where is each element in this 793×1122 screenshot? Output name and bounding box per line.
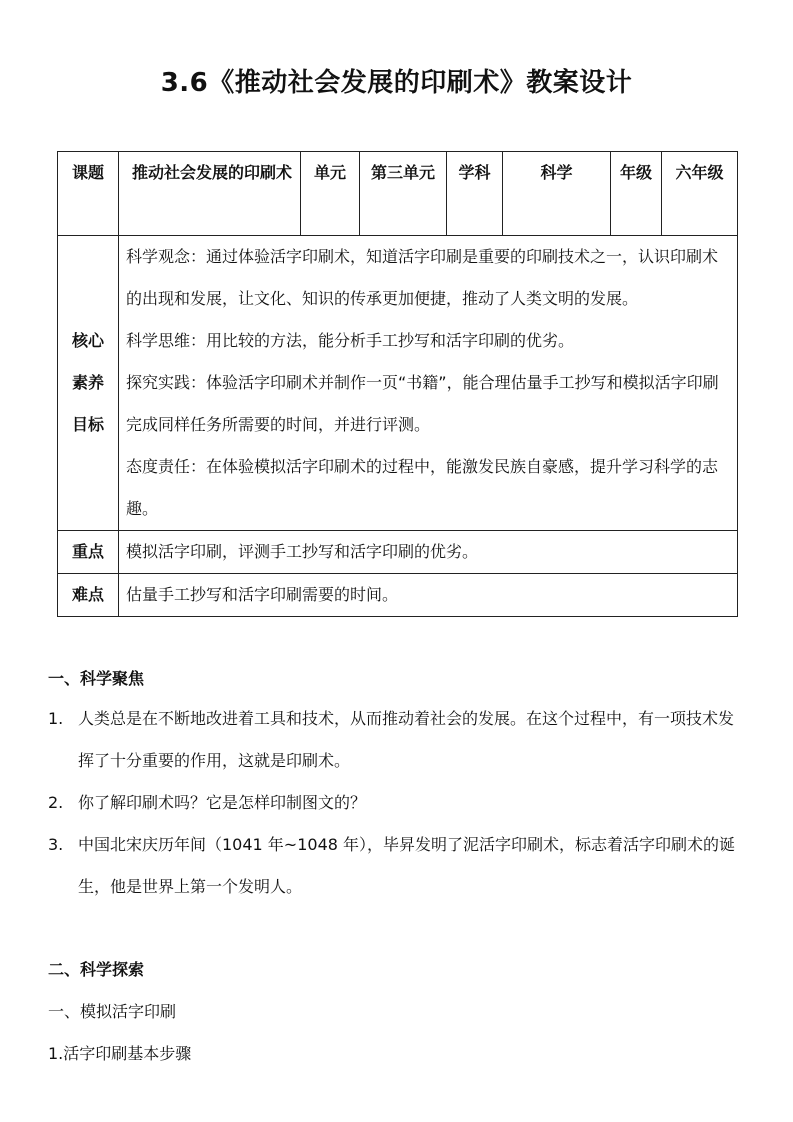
list-item-text: 你了解印刷术吗？它是怎样印制图文的？ xyxy=(78,793,367,812)
core-goals-label xyxy=(58,236,119,531)
lesson-info-table xyxy=(57,151,738,617)
core-goal-practice: 探究实践：体验活字印刷术并制作一页“书籍”，能合理估量手工抄写和模拟活字印刷完成同样任务所需要的时间，并进行评测。 xyxy=(126,373,719,434)
list-item-number: 1. xyxy=(48,709,64,728)
subject-value: 科学 xyxy=(503,152,611,236)
key-point-row xyxy=(58,531,738,574)
core-goals-text xyxy=(119,236,738,531)
section2-heading: 二、科学探索 xyxy=(48,960,145,979)
document-title: 3.6《推动社会发展的印刷术》教案设计 xyxy=(160,68,633,98)
section1-list xyxy=(48,698,748,908)
unit-value: 第三单元 xyxy=(360,152,447,236)
list-item-number: 3. xyxy=(48,835,64,854)
list-item xyxy=(48,782,748,824)
core-label-line-3: 目标 xyxy=(71,415,104,434)
core-goal-attitude: 态度责任：在体验模拟活字印刷术的过程中，能激发民族自豪感，提升学习科学的志趣。 xyxy=(126,457,719,518)
list-item-number: 2. xyxy=(48,793,64,812)
header-row xyxy=(58,152,738,236)
key-point-label: 重点 xyxy=(58,531,119,574)
topic-label: 课题 xyxy=(58,152,119,236)
section2-subheading: 一、模拟活字印刷 xyxy=(48,1002,177,1021)
section2-step-title: 1.活字印刷基本步骤 xyxy=(48,1044,192,1063)
core-label-line-1: 核心 xyxy=(71,331,104,350)
core-goal-thinking: 科学思维：用比较的方法，能分析手工抄写和活字印刷的优劣。 xyxy=(126,331,575,350)
unit-label: 单元 xyxy=(301,152,360,236)
difficulty-value: 估量手工抄写和活字印刷需要的时间。 xyxy=(119,574,738,617)
key-point-value: 模拟活字印刷，评测手工抄写和活字印刷的优劣。 xyxy=(119,531,738,574)
list-item xyxy=(48,698,748,782)
difficulty-label: 难点 xyxy=(58,574,119,617)
list-item-text: 人类总是在不断地改进着工具和技术，从而推动着社会的发展。在这个过程中，有一项技术发挥了十分重要的作用，这就是印刷术。 xyxy=(78,709,735,770)
grade-label: 年级 xyxy=(611,152,662,236)
list-item xyxy=(48,824,748,908)
core-goals-row xyxy=(58,236,738,531)
topic-value: 推动社会发展的印刷术 xyxy=(119,152,301,236)
core-goal-concept: 科学观念：通过体验活字印刷术，知道活字印刷是重要的印刷技术之一，认识印刷术的出现和发展，让文化、知识的传承更加便捷，推动了人类文明的发展。 xyxy=(126,247,719,308)
section1-heading: 一、科学聚焦 xyxy=(48,669,145,688)
core-label-line-2: 素养 xyxy=(71,373,104,392)
difficulty-row xyxy=(58,574,738,617)
subject-label: 学科 xyxy=(447,152,503,236)
grade-value: 六年级 xyxy=(662,152,738,236)
list-item-text: 中国北宋庆历年间（1041 年~1048 年），毕昇发明了泥活字印刷术，标志着活字印刷术的诞生，他是世界上第一个发明人。 xyxy=(78,835,736,896)
